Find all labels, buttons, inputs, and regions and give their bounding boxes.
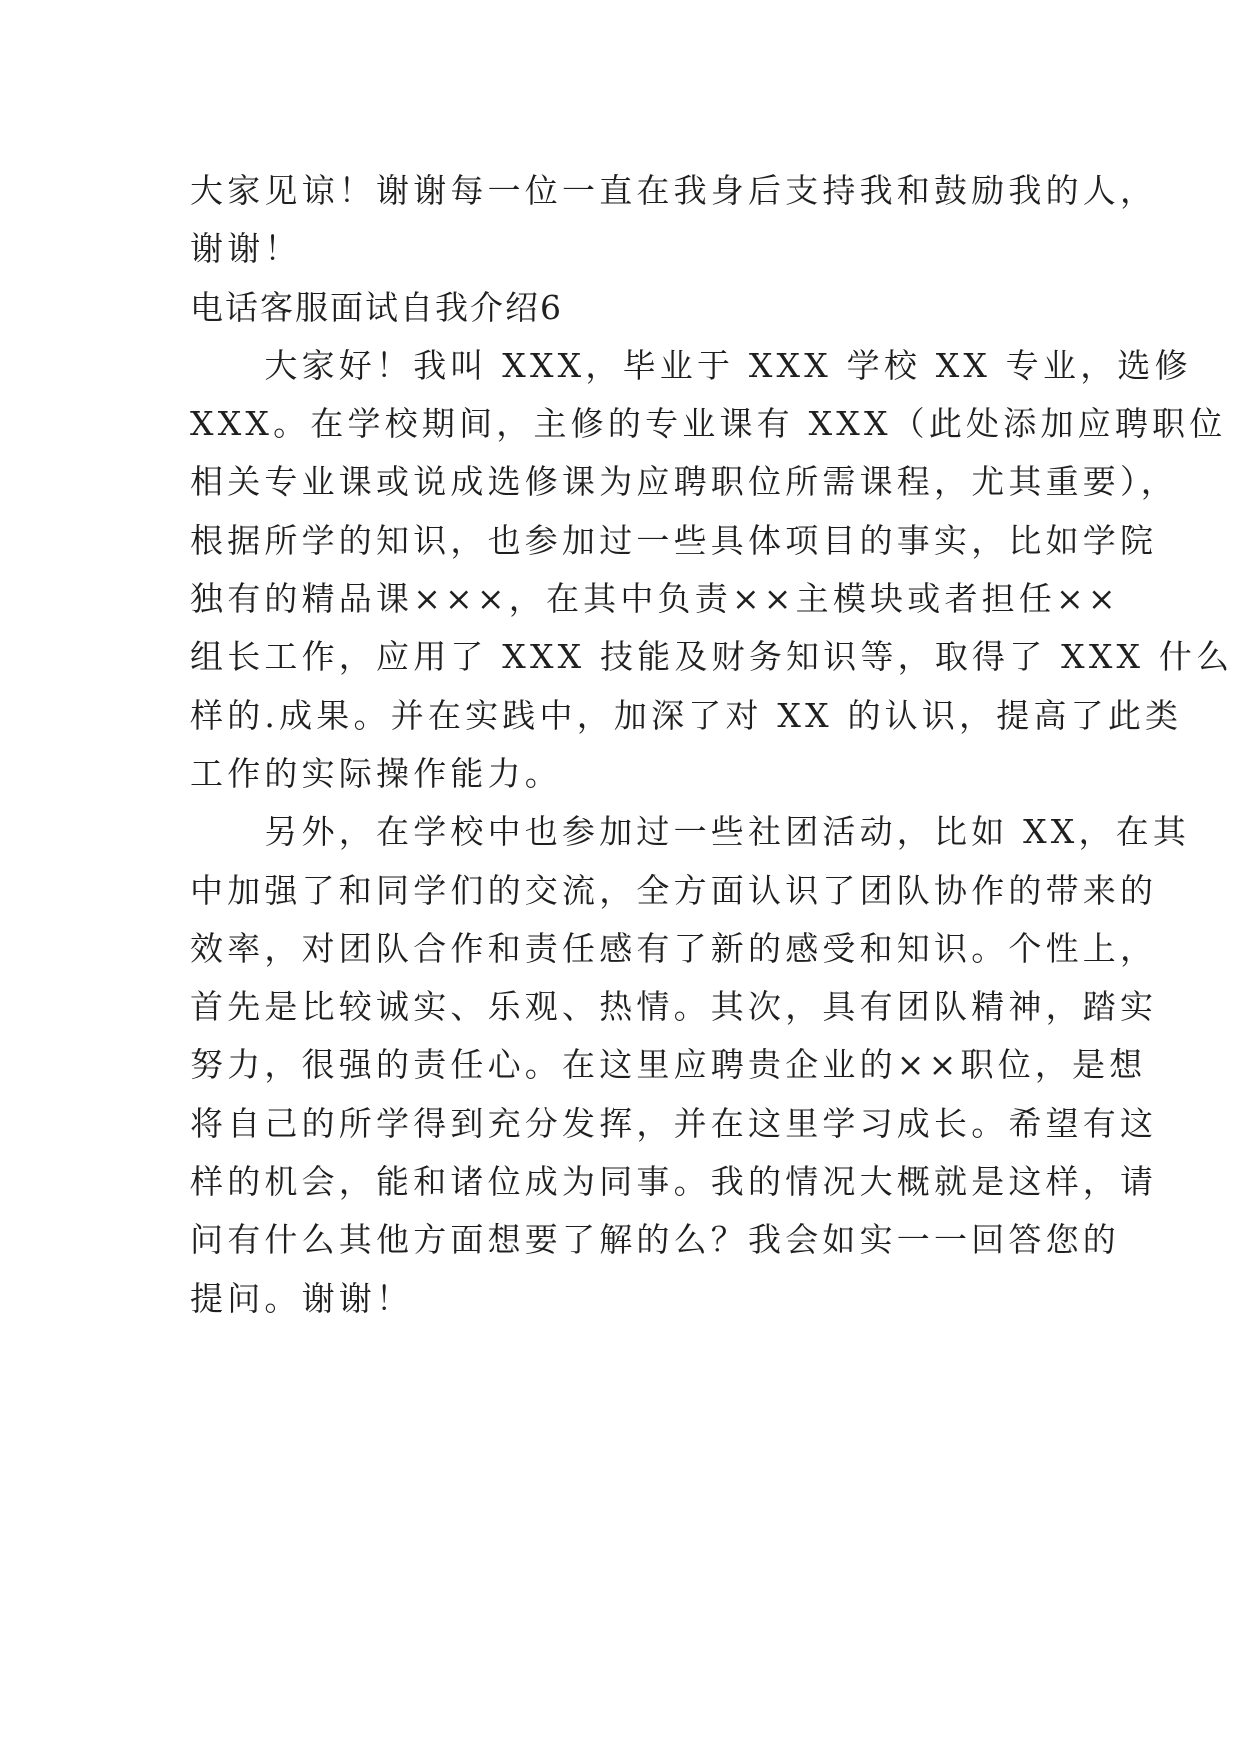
paragraph-2-line: 问有什么其他方面想要了解的么？我会如实一一回答您的 xyxy=(190,1220,1120,1260)
paragraph-2-line: 首先是比较诚实、乐观、热情。其次，具有团队精神，踏实 xyxy=(190,987,1158,1027)
paragraph-1-line: 大家好！我叫 XXX，毕业于 XXX 学校 XX 专业，选修 xyxy=(190,345,1192,385)
paragraph-1-line: XXX。在学校期间，主修的专业课有 XXX（此处添加应聘职位 xyxy=(190,404,1227,444)
paragraph-1-line: 根据所学的知识，也参加过一些具体项目的事实，比如学院 xyxy=(190,520,1158,560)
paragraph-1-line: 组长工作，应用了 XXX 技能及财务知识等，取得了 XXX 什么 xyxy=(190,637,1234,677)
paragraph-2-line: 效率，对团队合作和责任感有了新的感受和知识。个性上， xyxy=(190,928,1158,968)
paragraph-2-line: 提问。谢谢！ xyxy=(190,1278,414,1318)
closing-line-2: 谢谢！ xyxy=(190,229,302,269)
paragraph-1-line: 样的.成果。并在实践中，加深了对 XX 的认识，提高了此类 xyxy=(190,695,1183,735)
closing-line-1: 大家见谅！谢谢每一位一直在我身后支持我和鼓励我的人， xyxy=(190,171,1158,210)
document-body xyxy=(190,162,1234,1328)
paragraph-2-line: 另外，在学校中也参加过一些社团活动，比如 XX，在其 xyxy=(190,812,1191,852)
paragraph-1-line: 相关专业课或说成选修课为应聘职位所需课程，尤其重要）， xyxy=(190,462,1178,502)
paragraph-1-line: 工作的实际操作能力。 xyxy=(190,753,562,793)
paragraph-2-line: 努力，很强的责任心。在这里应聘贵企业的××职位，是想 xyxy=(190,1045,1147,1085)
paragraph-1-line: 独有的精品课×××，在其中负责××主模块或者担任×× xyxy=(190,579,1120,619)
paragraph-2-line: 中加强了和同学们的交流，全方面认识了团队协作的带来的 xyxy=(190,870,1158,910)
paragraph-2-line: 将自己的所学得到充分发挥，并在这里学习成长。希望有这 xyxy=(190,1103,1158,1143)
section-heading: 电话客服面试自我介绍6 xyxy=(190,287,563,327)
paragraph-2-line: 样的机会，能和诸位成为同事。我的情况大概就是这样，请 xyxy=(190,1162,1158,1202)
